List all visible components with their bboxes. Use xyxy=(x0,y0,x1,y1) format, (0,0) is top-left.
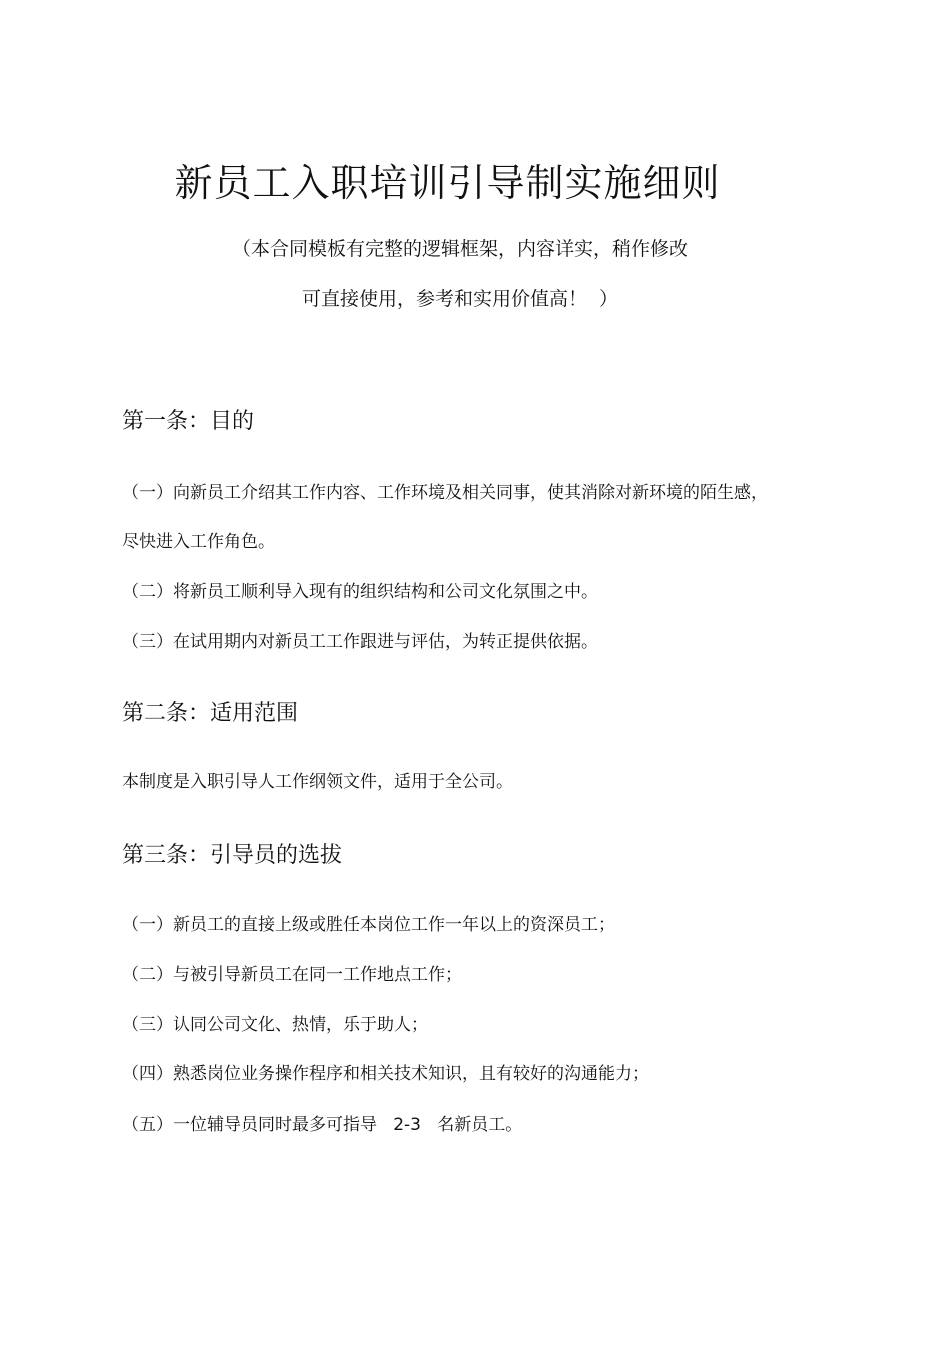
article-3-item: （一）新员工的直接上级或胜任本岗位工作一年以上的资深员工； xyxy=(122,915,615,935)
article-3-heading: 第三条：引导员的选拔 xyxy=(122,843,343,868)
article-2-heading: 第二条：适用范围 xyxy=(122,701,299,726)
article-3-item: （三）认同公司文化、热情，乐于助人； xyxy=(122,1015,428,1035)
article-2-item: 本制度是入职引导人工作纲领文件，适用于全公司。 xyxy=(122,772,513,792)
article-3-item: （二）与被引导新员工在同一工作地点工作； xyxy=(122,965,462,985)
article-1-item: 尽快进入工作角色。 xyxy=(122,532,275,552)
article-1-item: （二）将新员工顺利导入现有的组织结构和公司文化氛围之中。 xyxy=(122,582,598,602)
article-3-item: （四）熟悉岗位业务操作程序和相关技术知识，且有较好的沟通能力； xyxy=(122,1064,649,1084)
article-1-item: （三）在试用期内对新员工工作跟进与评估，为转正提供依据。 xyxy=(122,632,598,652)
article-1-item: （一）向新员工介绍其工作内容、工作环境及相关同事，使其消除对新环境的陌生感， xyxy=(122,483,768,503)
article-3-item: （五）一位辅导员同时最多可指导 2-3 名新员工。 xyxy=(122,1115,523,1135)
template-note-line-2: 可直接使用，参考和实用价值高！ ） xyxy=(301,288,619,310)
article-1-heading: 第一条：目的 xyxy=(122,409,255,434)
document-title: 新员工入职培训引导制实施细则 xyxy=(174,161,721,205)
template-note-line-1: （本合同模板有完整的逻辑框架，内容详实，稍作修改 xyxy=(231,238,688,260)
